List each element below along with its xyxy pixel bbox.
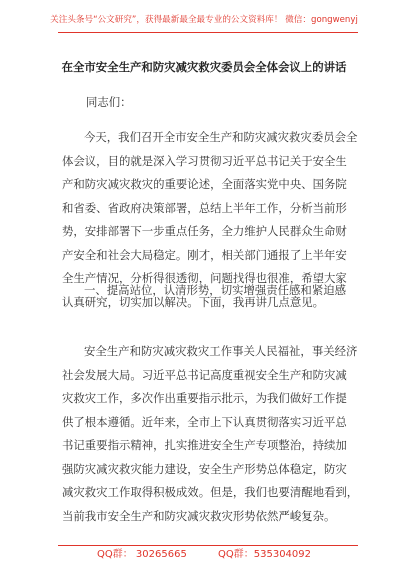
- footer-divider: [58, 545, 358, 546]
- header-banner: 关注头条号“公文研究”，获得最新最全最专业的公文资料库！ 微信：gongwenyj: [50, 15, 358, 25]
- paragraph-line: 减灾救灾工作取得积极成效。但是，我们也要清醒地看到，: [62, 485, 359, 499]
- paragraph-line: 社会发展大局。习近平总书记高度重视安全生产和防灾减: [62, 367, 347, 382]
- greeting: 同志们：: [86, 95, 132, 109]
- paragraph-line: 书记重要指示精神，扎实推进安全生产专项整治，持续加: [62, 438, 347, 452]
- document-title: 在全市安全生产和防灾减灾救灾委员会全体会议上的讲话: [61, 60, 347, 74]
- paragraph-line: 产和防灾减灾救灾的重要论述，全面落实党中央、国务院: [62, 177, 347, 191]
- paragraph-line: 强防灾减灾救灾能力建设，安全生产形势总体稳定，防灾: [62, 461, 347, 476]
- paragraph-line: 认真研究，切实加以解决。下面，我再讲几点意见。: [62, 294, 324, 309]
- paragraph-line: 安全生产和防灾减灾救灾工作事关人民福祉，事关经济: [84, 344, 358, 358]
- paragraph-line: 势，安排部署下一步重点任务，全力维护人民群众生命财: [62, 224, 347, 238]
- paragraph-line: 当前我市安全生产和防灾减灾救灾形势依然严峻复杂。: [62, 508, 336, 523]
- footer-qq-group-2: QQ群：535304092: [218, 549, 312, 560]
- header-divider: [58, 32, 358, 33]
- paragraph-line: 产安全和社会大局稳定。刚才，相关部门通报了上半年安: [62, 247, 347, 262]
- paragraph-2: [62, 340, 359, 528]
- paragraph-line: 供了根本遵循。近年来，全市上下认真贯彻落实习近平总: [62, 414, 347, 429]
- footer: [0, 548, 408, 562]
- section-heading: 一、提高站位，认清形势，切实增强责任感和紧迫感: [84, 283, 346, 297]
- paragraph-line: 和省委、省政府决策部署，总结上半年工作，分析当前形: [62, 200, 347, 215]
- footer-qq-group-1: QQ群： 30265665: [96, 549, 187, 560]
- paragraph-line: 灾救灾工作，多次作出重要指示批示，为我们做好工作提: [62, 391, 347, 405]
- paragraph-line: 体会议，目的就是深入学习贯彻习近平总书记关于安全生: [62, 153, 347, 168]
- paragraph-line: 今天，我们召开全市安全生产和防灾减灾救灾委员会全: [84, 130, 358, 144]
- paragraph-line: 全生产情况，分析得很透彻，问题找得也很准，希望大家: [62, 271, 347, 285]
- section-1: [62, 279, 350, 303]
